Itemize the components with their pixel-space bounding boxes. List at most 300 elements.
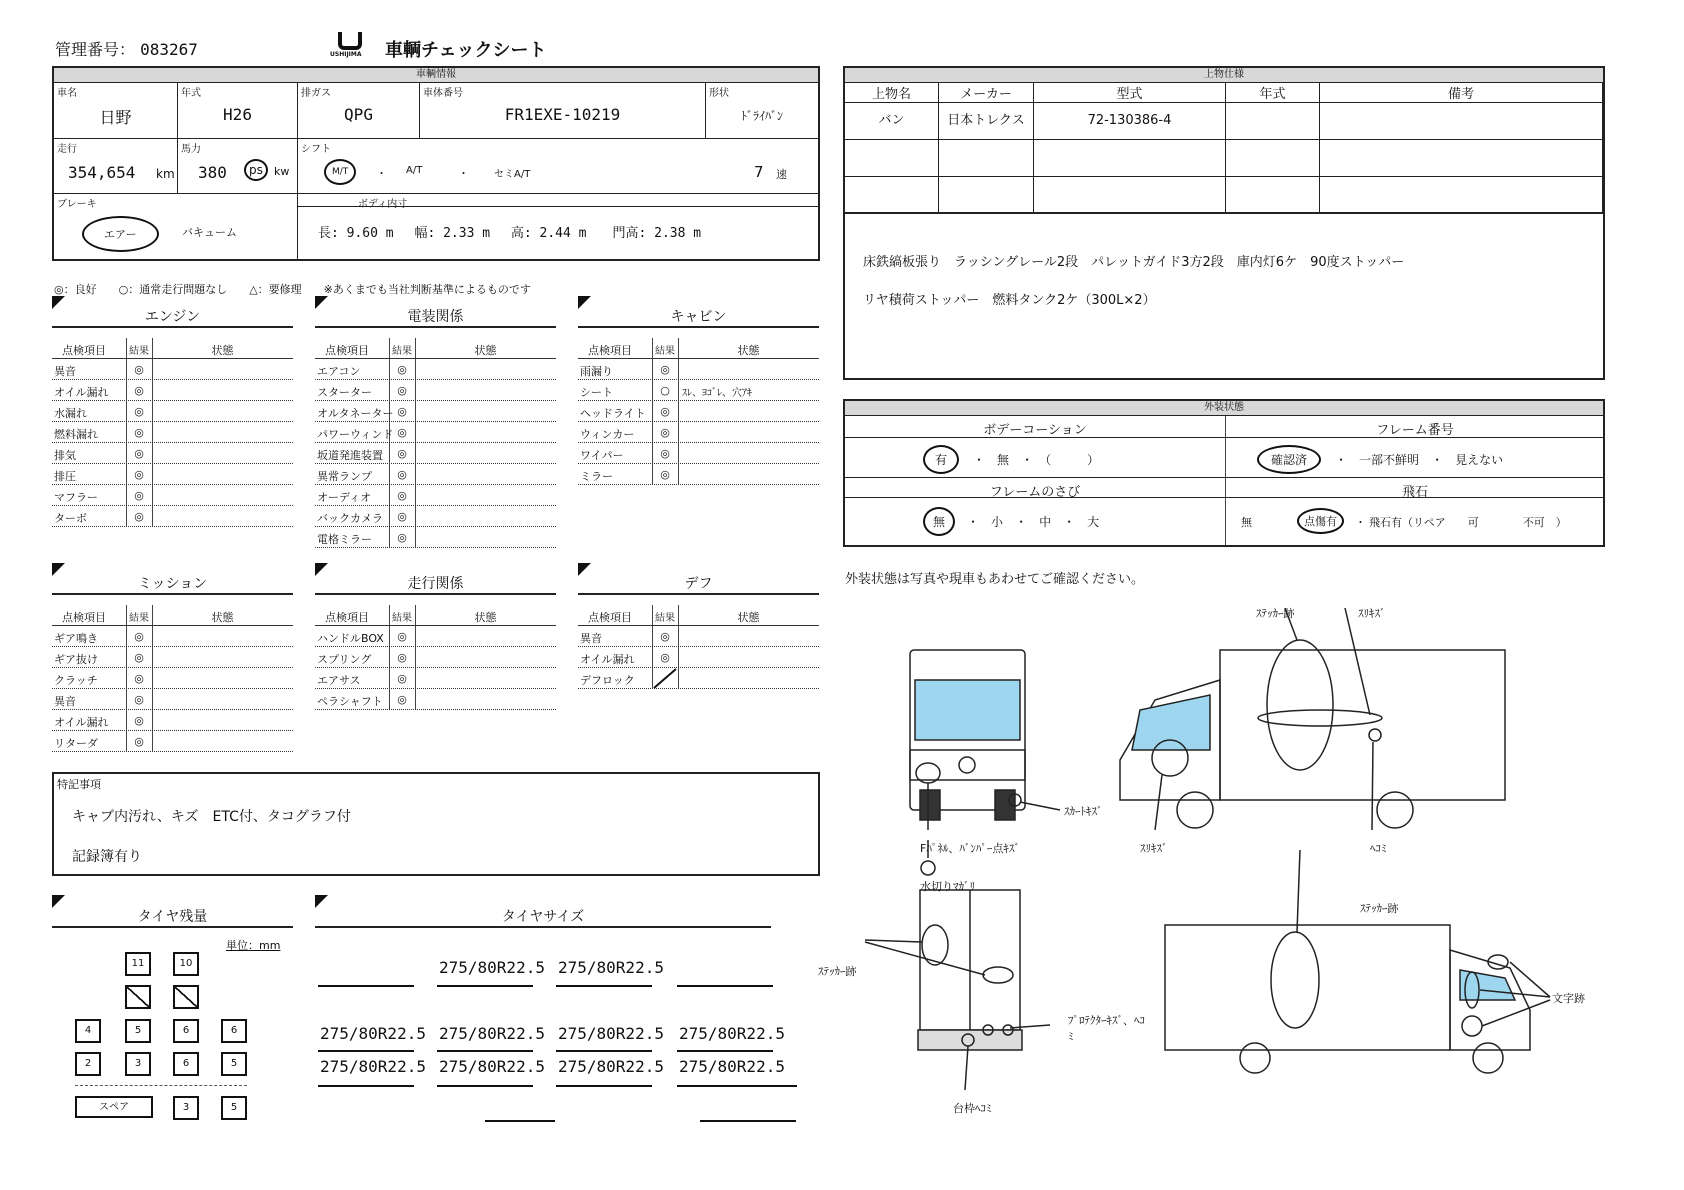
upper-spec-line-2: リヤ積荷ストッパー 燃料タンク2ケ（300L×2） bbox=[863, 293, 1156, 308]
upper-spec bbox=[843, 66, 1605, 380]
row-result: ◎ bbox=[134, 447, 144, 460]
tire-remain-title: タイヤ残量 bbox=[52, 906, 293, 928]
row-result: ◎ bbox=[134, 510, 144, 523]
row-item: オイル漏れ bbox=[580, 653, 635, 666]
tire-size-line bbox=[700, 1120, 796, 1122]
logo-text: USHIJIMA bbox=[330, 51, 362, 58]
notes-box bbox=[52, 772, 820, 876]
row-item: バックカメラ bbox=[317, 512, 383, 525]
shift-dot-2: ・ bbox=[458, 167, 469, 180]
tire-size-line bbox=[677, 985, 773, 987]
table-row bbox=[578, 668, 819, 689]
table-row bbox=[578, 647, 819, 668]
upper-cell-empty bbox=[939, 177, 1034, 214]
engine-col-item: 点検項目 bbox=[62, 344, 106, 357]
diff-col-item: 点検項目 bbox=[588, 611, 632, 624]
tire-size-value: 275/80R22.5 bbox=[439, 1057, 545, 1076]
row-item: リターダ bbox=[54, 737, 98, 750]
side-view bbox=[1120, 608, 1505, 830]
row-item: エアサス bbox=[317, 674, 361, 687]
tire-r5-2: 5 bbox=[221, 1096, 247, 1120]
electric-table bbox=[315, 338, 556, 548]
tire-size-value: 275/80R22.5 bbox=[320, 1024, 426, 1043]
upper-cell bbox=[1226, 103, 1320, 140]
row-item: 水漏れ bbox=[54, 407, 87, 420]
table-row bbox=[315, 401, 556, 422]
label-scratch-2: ｽﾘｷｽﾞ bbox=[1140, 842, 1168, 855]
upper-spec-line-1: 床鉄縞板張り ラッシングレール2段 パレットガイド3方2段 庫内灯6ケ 90度ストッパー bbox=[863, 255, 1405, 270]
row-result: ◎ bbox=[134, 468, 144, 481]
electric-col-result: 結果 bbox=[392, 346, 412, 357]
upper-cell-empty bbox=[1226, 177, 1320, 214]
row-item: オイル漏れ bbox=[54, 386, 109, 399]
row-item: オイル漏れ bbox=[54, 716, 109, 729]
row-item: 異音 bbox=[54, 695, 76, 708]
row-item: ハンドルBOX bbox=[317, 632, 384, 645]
row-item: 排気 bbox=[54, 449, 76, 462]
table-row bbox=[578, 380, 819, 401]
mission-col-result: 結果 bbox=[129, 613, 149, 624]
chip-none: 無 bbox=[1241, 516, 1252, 529]
tire-size-line bbox=[485, 1120, 555, 1122]
table-row bbox=[578, 359, 819, 380]
table-row bbox=[52, 668, 293, 689]
tire-size-line bbox=[677, 1085, 797, 1087]
table-row bbox=[52, 380, 293, 401]
engine-title: エンジン bbox=[52, 306, 293, 328]
cabin-table bbox=[578, 338, 819, 485]
label-year: 年式 bbox=[181, 88, 201, 99]
row-item: エアコン bbox=[317, 365, 361, 378]
row-item: ミラー bbox=[580, 470, 613, 483]
row-result: ◎ bbox=[134, 651, 144, 664]
hp-unit-kw: kw bbox=[274, 165, 290, 178]
tire-size-line bbox=[437, 1085, 533, 1087]
upper-cell-empty bbox=[845, 140, 939, 177]
vehicle-info bbox=[52, 66, 820, 261]
label-letters: 文字跡 bbox=[1552, 992, 1585, 1005]
cabin-col-state: 状態 bbox=[737, 344, 760, 357]
notes-title: 特記事項 bbox=[57, 778, 101, 791]
value-shape: ﾄﾞﾗｲﾊﾞﾝ bbox=[740, 109, 783, 123]
cabin-title: キャビン bbox=[578, 306, 819, 328]
frame-none: 見えない bbox=[1455, 453, 1504, 467]
value-body-no: FR1EXE-10219 bbox=[504, 105, 621, 124]
cell-brake bbox=[54, 194, 298, 259]
rust-large: 大 bbox=[1087, 515, 1100, 529]
table-row bbox=[52, 647, 293, 668]
row-result: ○ bbox=[660, 384, 670, 397]
row-item: ウィンカー bbox=[580, 428, 635, 441]
tire-size-value: 275/80R22.5 bbox=[558, 1024, 664, 1043]
tire-slash-2 bbox=[173, 985, 199, 1009]
logo bbox=[330, 32, 372, 60]
table-row bbox=[315, 443, 556, 464]
label-hp: 馬力 bbox=[181, 144, 201, 155]
rust-none: 無 bbox=[923, 507, 955, 536]
row-result: ◎ bbox=[660, 405, 670, 418]
row-result: ◎ bbox=[397, 672, 407, 685]
row-result: ◎ bbox=[134, 735, 144, 748]
cell-hp bbox=[178, 139, 298, 194]
label-protector: ﾌﾟﾛﾃｸﾀｰｷｽﾞ、ﾍｺﾐ bbox=[1068, 1014, 1145, 1043]
row-result: ◎ bbox=[660, 630, 670, 643]
table-row bbox=[52, 689, 293, 710]
rust-dot-2: ・ bbox=[1015, 515, 1028, 529]
tire-11: 11 bbox=[125, 952, 151, 976]
row-result: ◎ bbox=[397, 630, 407, 643]
body-inner-top-line bbox=[298, 206, 818, 207]
row-result: ◎ bbox=[134, 363, 144, 376]
table-row bbox=[52, 359, 293, 380]
mission-col-item: 点検項目 bbox=[62, 611, 106, 624]
electric-title: 電装関係 bbox=[315, 306, 556, 328]
tire-size-value: 275/80R22.5 bbox=[679, 1024, 785, 1043]
row-item: クラッチ bbox=[54, 674, 98, 687]
diff-table bbox=[578, 605, 819, 689]
tire-slash-1 bbox=[125, 985, 151, 1009]
upper-col-header: 年式 bbox=[1226, 83, 1320, 103]
value-mileage: 354,654 bbox=[68, 163, 136, 182]
table-row bbox=[52, 464, 293, 485]
difflock-slash bbox=[652, 668, 678, 689]
coat-yes: 有 bbox=[923, 445, 959, 474]
page-title: 車輌チェックシート bbox=[385, 40, 547, 61]
row-result: ◎ bbox=[397, 510, 407, 523]
label-mileage: 走行 bbox=[57, 144, 77, 155]
tire-spare: スペア bbox=[75, 1096, 153, 1118]
mileage-unit: km bbox=[156, 167, 175, 181]
row-result: ◎ bbox=[660, 447, 670, 460]
mission-col-state: 状態 bbox=[211, 611, 234, 624]
row-result: ◎ bbox=[134, 672, 144, 685]
coat-dot-2: ・ bbox=[1021, 453, 1034, 467]
hp-unit-ps: ps bbox=[244, 159, 268, 181]
cell-body-no bbox=[420, 83, 706, 139]
mission-table bbox=[52, 605, 293, 752]
mgmt-no: 083267 bbox=[140, 40, 198, 59]
tire-divider bbox=[75, 1085, 247, 1086]
tire-size-value: 275/80R22.5 bbox=[439, 1024, 545, 1043]
table-row bbox=[52, 731, 293, 752]
tire-r4-4: 5 bbox=[221, 1052, 247, 1076]
table-row bbox=[52, 422, 293, 443]
row-result: ◎ bbox=[397, 693, 407, 706]
label-dent-1: ﾍｺﾐ bbox=[1370, 842, 1387, 855]
table-row bbox=[578, 626, 819, 647]
upper-col-header: メーカー bbox=[939, 83, 1034, 103]
shift-dot-1: ・ bbox=[376, 167, 387, 180]
tire-size-value: 275/80R22.5 bbox=[320, 1057, 426, 1076]
rust-small: 小 bbox=[991, 515, 1004, 529]
table-row bbox=[578, 443, 819, 464]
frame-dot-1: ・ bbox=[1335, 453, 1348, 467]
notes-line-2: 記録簿有り bbox=[72, 849, 142, 865]
row-item: パワーウィンド bbox=[317, 428, 394, 441]
label-sticker-2: ｽﾃｯｶｰ跡 bbox=[818, 965, 857, 978]
row-result: ◎ bbox=[397, 405, 407, 418]
chip-title: 飛石 bbox=[1401, 485, 1428, 500]
shift-at: A/T bbox=[406, 165, 423, 176]
notes-line-1: キャブ内汚れ、キズ ETC付、タコグラフ付 bbox=[72, 809, 351, 825]
label-fpanel: Fﾊﾟﾈﾙ、ﾊﾞﾝﾊﾟｰ点ｷｽﾞ bbox=[920, 842, 1020, 855]
tire-size-line bbox=[556, 1050, 652, 1052]
row-result: ◎ bbox=[397, 468, 407, 481]
upper-cell-empty bbox=[939, 140, 1034, 177]
row-item: 坂道発進装置 bbox=[317, 449, 383, 462]
upper-cell: 日本トレクス bbox=[939, 103, 1034, 140]
running-table bbox=[315, 605, 556, 710]
tire-size-line bbox=[556, 985, 652, 987]
upper-col-header: 型式 bbox=[1034, 83, 1226, 103]
exterior-line-2 bbox=[845, 477, 1603, 478]
table-row bbox=[315, 464, 556, 485]
frame-dot-2: ・ bbox=[1431, 453, 1444, 467]
table-row bbox=[315, 422, 556, 443]
upper-spec-header: 上物仕様 bbox=[845, 68, 1603, 83]
chip-detail: 飛石有（リペア 可 不可 ） bbox=[1369, 516, 1567, 529]
label-name: 車名 bbox=[57, 88, 77, 99]
cell-gas bbox=[298, 83, 420, 139]
row-item: 排圧 bbox=[54, 470, 76, 483]
upper-cell: 72-130386-4 bbox=[1034, 103, 1226, 140]
tire-size-line bbox=[318, 1050, 414, 1052]
cell-shape bbox=[706, 83, 818, 139]
row-item: マフラー bbox=[54, 491, 98, 504]
upper-col-header: 上物名 bbox=[845, 83, 939, 103]
front-view bbox=[910, 650, 1060, 830]
tire-r3-3: 6 bbox=[173, 1019, 199, 1043]
row-result: ◎ bbox=[397, 651, 407, 664]
diff-title: デフ bbox=[578, 573, 819, 595]
label-frame-dent: 台枠ﾍｺﾐ bbox=[953, 1102, 992, 1115]
tire-size-line bbox=[318, 1085, 414, 1087]
tire-size-value: 275/80R22.5 bbox=[558, 958, 664, 977]
running-header-row bbox=[315, 605, 556, 626]
coat-title: ボデーコーション bbox=[983, 423, 1087, 438]
row-item: ターボ bbox=[54, 512, 87, 525]
cell-shift bbox=[298, 139, 818, 194]
upper-cell: バン bbox=[845, 103, 939, 140]
tire-size-line bbox=[556, 1085, 652, 1087]
mgmt-label: 管理番号： bbox=[55, 40, 136, 59]
row-item: 燃料漏れ bbox=[54, 428, 98, 441]
coat-paren: （ ） bbox=[1045, 453, 1100, 467]
shift-speed-unit: 速 bbox=[776, 168, 787, 181]
vehicle-info-header: 車輌情報 bbox=[54, 68, 818, 83]
shift-mt: M/T bbox=[324, 159, 356, 185]
rust-dot-1: ・ bbox=[967, 515, 980, 529]
frame-ok: 確認済 bbox=[1257, 445, 1321, 474]
table-row bbox=[578, 422, 819, 443]
table-row bbox=[52, 626, 293, 647]
engine-table bbox=[52, 338, 293, 527]
tire-r5-1: 3 bbox=[173, 1096, 199, 1120]
tire-size-line bbox=[437, 1050, 533, 1052]
table-row bbox=[52, 401, 293, 422]
value-hp: 380 bbox=[198, 163, 227, 182]
label-body-inner: ボディ内寸 bbox=[358, 199, 408, 210]
row-item: 異常ランプ bbox=[317, 470, 372, 483]
running-col-result: 結果 bbox=[392, 613, 412, 624]
row-item: 異音 bbox=[580, 632, 602, 645]
cell-name bbox=[54, 83, 178, 139]
table-row bbox=[52, 710, 293, 731]
label-scratch-1: ｽﾘｷｽﾞ bbox=[1358, 607, 1386, 620]
table-row bbox=[578, 464, 819, 485]
electric-header-row bbox=[315, 338, 556, 359]
electric-col-state: 状態 bbox=[474, 344, 497, 357]
row-result: ◎ bbox=[134, 405, 144, 418]
running-col-state: 状態 bbox=[474, 611, 497, 624]
row-item: スプリング bbox=[317, 653, 372, 666]
brake-air: エアー bbox=[82, 216, 159, 252]
row-item: ワイパー bbox=[580, 449, 624, 462]
row-item: ギア抜け bbox=[54, 653, 98, 666]
row-result: ◎ bbox=[134, 693, 144, 706]
label-skirt: ｽｶｰﾄｷｽﾞ bbox=[1064, 805, 1103, 818]
label-gas: 排ガス bbox=[301, 88, 331, 99]
shift-speeds: 7 bbox=[754, 163, 764, 181]
table-row bbox=[315, 647, 556, 668]
rust-dot-3: ・ bbox=[1063, 515, 1076, 529]
upper-cell-empty bbox=[1226, 140, 1320, 177]
frame-part: 一部不鮮明 bbox=[1359, 453, 1420, 467]
row-result: ◎ bbox=[134, 714, 144, 727]
chip-dot: ・ bbox=[1355, 516, 1366, 529]
right-side-view bbox=[1165, 850, 1550, 1073]
cabin-col-item: 点検項目 bbox=[588, 344, 632, 357]
table-row bbox=[315, 527, 556, 548]
row-result: ◎ bbox=[397, 363, 407, 376]
row-result: ◎ bbox=[660, 468, 670, 481]
tire-r4-1: 2 bbox=[75, 1052, 101, 1076]
table-row bbox=[52, 485, 293, 506]
rust-title: フレームのさび bbox=[989, 485, 1081, 500]
row-result: ◎ bbox=[660, 651, 670, 664]
cell-year bbox=[178, 83, 298, 139]
exterior-remark: 外装状態は写真や現車もあわせてご確認ください。 bbox=[845, 572, 1145, 587]
tire-unit: 単位：mm bbox=[226, 939, 281, 952]
table-row bbox=[52, 443, 293, 464]
coat-options bbox=[973, 451, 1099, 468]
diff-header-row bbox=[578, 605, 819, 626]
frame-options bbox=[1335, 451, 1503, 468]
tire-size-line bbox=[677, 1050, 773, 1052]
tire-r4-3: 6 bbox=[173, 1052, 199, 1076]
logo-mark bbox=[338, 32, 362, 50]
row-result: ◎ bbox=[397, 489, 407, 502]
rust-medium: 中 bbox=[1039, 515, 1052, 529]
table-row bbox=[315, 506, 556, 527]
body-dimensions: 長: 9.60 m 幅: 2.33 m 高: 2.44 m 門高: 2.38 m bbox=[318, 226, 702, 241]
cell-body-inner bbox=[298, 194, 818, 259]
tire-r4-2: 3 bbox=[125, 1052, 151, 1076]
table-row bbox=[578, 401, 819, 422]
cabin-col-result: 結果 bbox=[655, 346, 675, 357]
label-body-no: 車体番号 bbox=[423, 88, 463, 99]
row-item: シート bbox=[580, 386, 613, 399]
shift-semi: セミA/T bbox=[494, 169, 531, 180]
row-item: ペラシャフト bbox=[317, 695, 383, 708]
upper-cell-empty bbox=[1034, 140, 1226, 177]
diff-col-state: 状態 bbox=[737, 611, 760, 624]
tire-size-value: 275/80R22.5 bbox=[558, 1057, 664, 1076]
row-result: ◎ bbox=[660, 426, 670, 439]
tire-size-value: 275/80R22.5 bbox=[439, 958, 545, 977]
table-row bbox=[315, 668, 556, 689]
frame-no-title: フレーム番号 bbox=[1376, 423, 1454, 438]
row-item: ギア鳴き bbox=[54, 632, 98, 645]
label-sticker-3: ｽﾃｯｶｰ跡 bbox=[1360, 902, 1399, 915]
upper-cell-empty bbox=[1320, 140, 1603, 177]
mgmt-number bbox=[55, 37, 198, 60]
chip-yes: 点傷有 bbox=[1297, 508, 1344, 534]
brake-vacuum: バキューム bbox=[182, 226, 237, 239]
cabin-header-row bbox=[578, 338, 819, 359]
exterior bbox=[843, 399, 1605, 547]
table-row bbox=[315, 359, 556, 380]
exterior-header: 外装状態 bbox=[845, 401, 1603, 416]
coat-no: 無 bbox=[997, 453, 1010, 467]
row-item: 異音 bbox=[54, 365, 76, 378]
coat-dot-1: ・ bbox=[973, 453, 986, 467]
row-item: オーディオ bbox=[317, 491, 372, 504]
running-col-item: 点検項目 bbox=[325, 611, 369, 624]
label-shift: シフト bbox=[301, 144, 331, 155]
table-row bbox=[315, 689, 556, 710]
row-item: 電格ミラー bbox=[317, 533, 372, 546]
row-result: ◎ bbox=[397, 531, 407, 544]
row-item: デフロック bbox=[580, 674, 635, 687]
row-result: ◎ bbox=[134, 489, 144, 502]
tire-size-line bbox=[318, 985, 414, 987]
label-shape: 形状 bbox=[709, 88, 729, 99]
diff-col-result: 結果 bbox=[655, 613, 675, 624]
row-result: ◎ bbox=[134, 384, 144, 397]
row-item: ヘッドライト bbox=[580, 407, 646, 420]
engine-col-result: 結果 bbox=[129, 346, 149, 357]
row-result: ◎ bbox=[397, 447, 407, 460]
row-result: ◎ bbox=[397, 426, 407, 439]
upper-cell-empty bbox=[845, 177, 939, 214]
cell-mileage bbox=[54, 139, 178, 194]
table-row bbox=[315, 626, 556, 647]
row-result: ◎ bbox=[660, 363, 670, 376]
upper-cell bbox=[1320, 103, 1603, 140]
running-title: 走行関係 bbox=[315, 573, 556, 595]
table-row bbox=[315, 380, 556, 401]
tire-size-title: タイヤサイズ bbox=[315, 906, 771, 928]
upper-cell-empty bbox=[1034, 177, 1226, 214]
tire-r3-4: 6 bbox=[221, 1019, 247, 1043]
row-state: ｽﾚ、ﾖｺﾞﾚ、穴ｱｷ bbox=[682, 388, 752, 399]
row-item: 雨漏り bbox=[580, 365, 613, 378]
tire-size-value: 275/80R22.5 bbox=[679, 1057, 785, 1076]
table-row bbox=[52, 506, 293, 527]
upper-cell-empty bbox=[1320, 177, 1603, 214]
label-sticker-1: ｽﾃｯｶｰ跡 bbox=[1256, 607, 1295, 620]
label-brake: ブレーキ bbox=[57, 199, 97, 210]
legend: ◎：良好 ○：通常走行問題なし △：要修理 ※あくまでも当社判断基準によるものです bbox=[54, 283, 531, 296]
table-row bbox=[315, 485, 556, 506]
row-item: オルタネーター bbox=[317, 407, 394, 420]
tire-r3-2: 5 bbox=[125, 1019, 151, 1043]
tire-10: 10 bbox=[173, 952, 199, 976]
tire-r3-1: 4 bbox=[75, 1019, 101, 1043]
row-item: スターター bbox=[317, 386, 372, 399]
row-result: ◎ bbox=[134, 630, 144, 643]
